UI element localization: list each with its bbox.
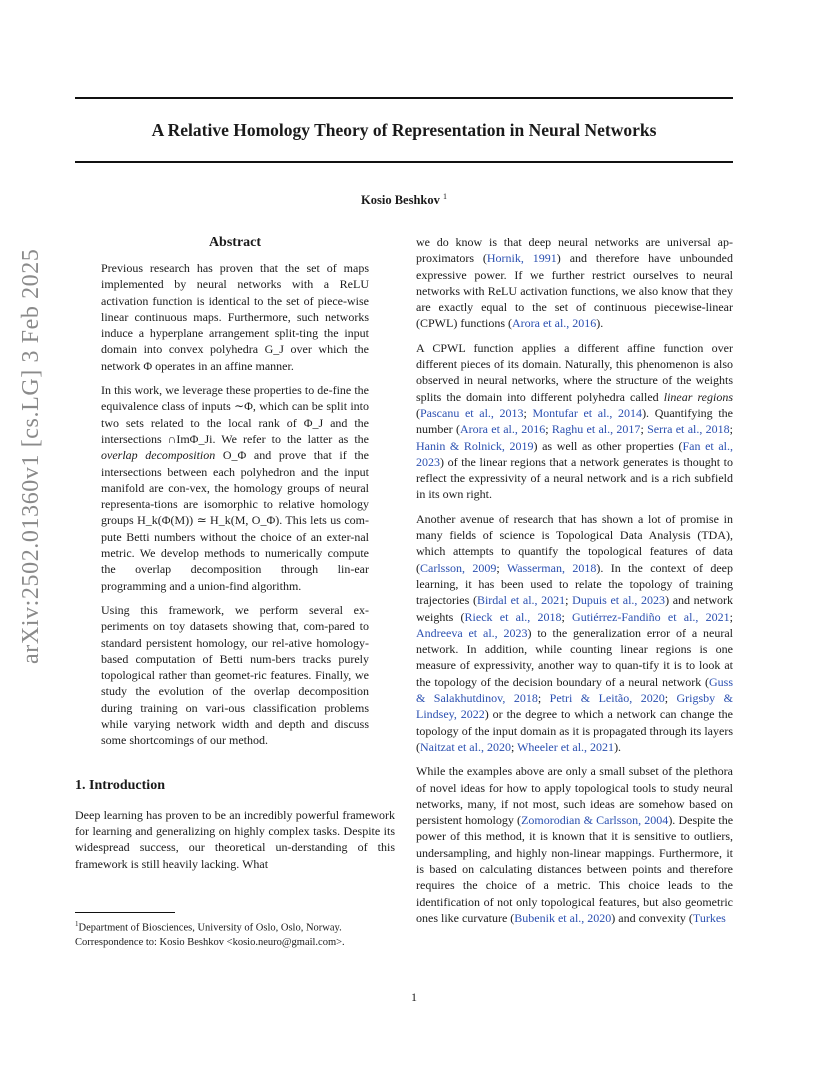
right-column [416,234,733,934]
citation-link[interactable]: Arora et al., 2016 [511,316,597,331]
text: ; [523,405,533,420]
citation-link[interactable]: Carlsson, 2009 [420,560,497,575]
left-column [75,234,395,880]
abstract-paragraph-1: Previous research has proven that the set of maps implemented by neural networks with a ReLU activation function is identical to the set of piece-wise linear continuous maps. Furthermore, such networks induce a hyperplane arrangement split-ting the input domain into convex polyhedra G_J over which the network Φ operates in an affine manner. [101,261,369,373]
citation-link[interactable]: Andreeva et al., 2023 [416,625,528,640]
text: ) and therefore have unbounded expressive power. If we further restrict ourselves to neural networks with ReLU activation functions, we also know that they are exactly equal to the set of continuous piecewise-linear (CPWL) functions ( [416,251,733,331]
citation-link[interactable]: Guss & Salakhutdinov, 2018 [416,674,733,706]
abstract-heading: Abstract [208,235,262,250]
text: ). Despite the power of this method, it is known that it is sensitive to outliers, undersampling, and highly non-linear mappings. Furthermore, it is based on calculating distances between points and therefore requires the choice of a metric. This choice leads to the identification of not only topological features, but also geometric ones like curvature ( [416,813,734,925]
text: While the examples above are only a small subset of the plethora of novel ideas for how to apply topological tools to study neural networks, many, if not most, such ideas are somehow based on persistent homology ( [416,764,733,828]
text: A CPWL function applies a different affine function over different pieces of its domain. Naturally, this phenomenon is also observed in neural networks, where the structure of the weights splits the domain into different polyhedra called [416,340,733,404]
text: ) as well as other properties ( [533,438,683,453]
citation-link[interactable]: Fan et al., 2023 [416,438,733,469]
text: ; [729,609,733,624]
citation-link[interactable]: Zomorodian & Carlsson, 2004 [521,813,669,828]
text: ) or the degree to which a network can change the topology of the input domain as it is propagated through its layers ( [416,707,733,754]
footnote [75,912,395,950]
citation-link[interactable]: Bubenik et al., 2020 [514,910,612,925]
citation-link[interactable]: Hornik, 1991 [486,251,557,266]
abstract-paragraph-2 [101,382,369,594]
citation-link[interactable]: Naitzat et al., 2020 [420,739,511,754]
emphasis: linear regions [663,389,734,404]
title-rule-top [75,97,733,99]
text: ). [596,316,604,331]
arxiv-stamp: arXiv:2502.01360v1 [cs.LG] 3 Feb 2025 [18,248,44,664]
abstract [75,234,395,749]
paper-title: A Relative Homology Theory of Representation in Neural Networks [151,120,657,140]
footnote-rule [75,912,175,913]
citation-link[interactable]: Serra et al., 2018 [647,422,730,437]
citation-link[interactable]: Pascanu et al., 2013 [420,405,524,420]
text: ) and network weights ( [416,593,733,624]
abstract-paragraph-3: Using this framework, we perform several ex-periments on toy datasets showing that, com-pared to standard persistent homology, our rel-ative homology-based computation of Betti num-bers tracks purely topological rather than geomet-ric features. Finally, we study the evolution of the overlap decomposition during training on vari-ous classification problems while varying network width and depth and discuss some shortcomings of our method. [101,602,369,748]
author-line [75,192,733,208]
intro-paragraph-1: Deep learning has proven to be an incredibly powerful framework for learning and generalizing on highly complex tasks. Despite its widespread success, our theoretical un-derstanding of this framework is still heavily lacking. What [75,807,395,871]
citation-link[interactable]: Hanin & Rolnick, 2019 [416,438,534,453]
citation-link[interactable]: Wheeler et al., 2021 [517,739,615,754]
text: ; [545,422,552,437]
page-number: 1 [411,990,417,1004]
citation-link[interactable]: Wasserman, 2018 [506,560,597,575]
citation-link[interactable]: Gutiérrez-Fandiño et al., 2021 [572,609,730,624]
right-paragraph-1 [416,234,733,332]
abstract-p2-emphasis: overlap decomposition [101,448,216,463]
citation-link[interactable]: Rieck et al., 2018 [464,609,562,624]
text: ) of the linear regions that a network generates is thought to reflect the expressivity of a neural network and is a rich subfield in its own right. [416,454,733,502]
footnote-affiliation-text: Department of Biosciences, University of Oslo, Oslo, Norway. [78,922,342,934]
text: ) to the generalization error of a neural network. In addition, while counting linear regions is one measure of expressivity, another way to quan-tify it is to look at the topology of the decision boundary of a neural network ( [416,625,733,689]
text: Another avenue of research that has shown a lot of promise in many fields of science is Topological Data Analysis (TDA), which attempts to quantify the topological features of data ( [416,511,733,575]
text: ; [510,739,518,754]
text: ; [729,422,734,437]
text: ; [640,422,648,437]
citation-link[interactable]: Grigsby & Lindsey, 2022 [416,691,733,722]
citation-link[interactable]: Turkes [692,910,726,925]
text: ) and convexity ( [611,910,693,925]
text: ; [561,609,573,624]
citation-link[interactable]: Petri & Leitão, 2020 [549,691,665,706]
text: ). In the context of deep learning, it has been used to relate the topology of training trajectories ( [416,560,734,608]
author-name: Kosio Beshkov [361,193,440,208]
text: ). Quantifying the number ( [416,405,733,437]
text: we do know is that deep neural networks are universal ap-proximators ( [416,235,733,266]
footnote-affiliation [75,917,395,936]
abstract-p2-text: In this work, we leverage these properties to de-fine the equivalence class of inputs ∼Φ, which can be split into two sets related to the local rank of Φ_J and the intersections ∩ImΦ_Ji. We refer to the latter as the [101,383,369,446]
abstract-p2-text-2: O_Φ and prove that if the intersections between each polyhedron and the input manifold are con-vex, the homology groups of neural representa-tions are isomorphic to relative homology groups H_k(Φ(M)) ≃ H_k(M, O_Φ). This lets us com-pute Betti numbers without the choice of an exter-nal metric. We develop methods to numerically compute the overlap decomposition through lin-ear programming and a union-find algorithm. [101,448,369,593]
text: ; [664,691,677,706]
text: ). [614,739,622,754]
author-affiliation-mark: 1 [442,192,447,201]
title-rule-bottom [75,161,733,163]
citation-link[interactable]: Dupuis et al., 2023 [572,593,666,608]
footnote-mark: 1 [75,920,79,928]
section-heading-introduction: 1. Introduction [75,777,165,793]
right-paragraph-4 [416,763,733,926]
text: ; [537,691,550,706]
text: ( [416,405,420,420]
citation-link[interactable]: Raghu et al., 2017 [551,422,641,437]
footnote-correspondence: Correspondence to: Kosio Beshkov <kosio.neuro@gmail.com>. [75,936,345,948]
text: ; [565,593,573,608]
citation-link[interactable]: Arora et al., 2016 [459,422,546,437]
right-paragraph-3 [416,511,733,755]
citation-link[interactable]: Montufar et al., 2014 [532,405,643,420]
citation-link[interactable]: Birdal et al., 2021 [476,593,566,608]
text: ; [496,560,507,575]
right-paragraph-2 [416,340,733,503]
